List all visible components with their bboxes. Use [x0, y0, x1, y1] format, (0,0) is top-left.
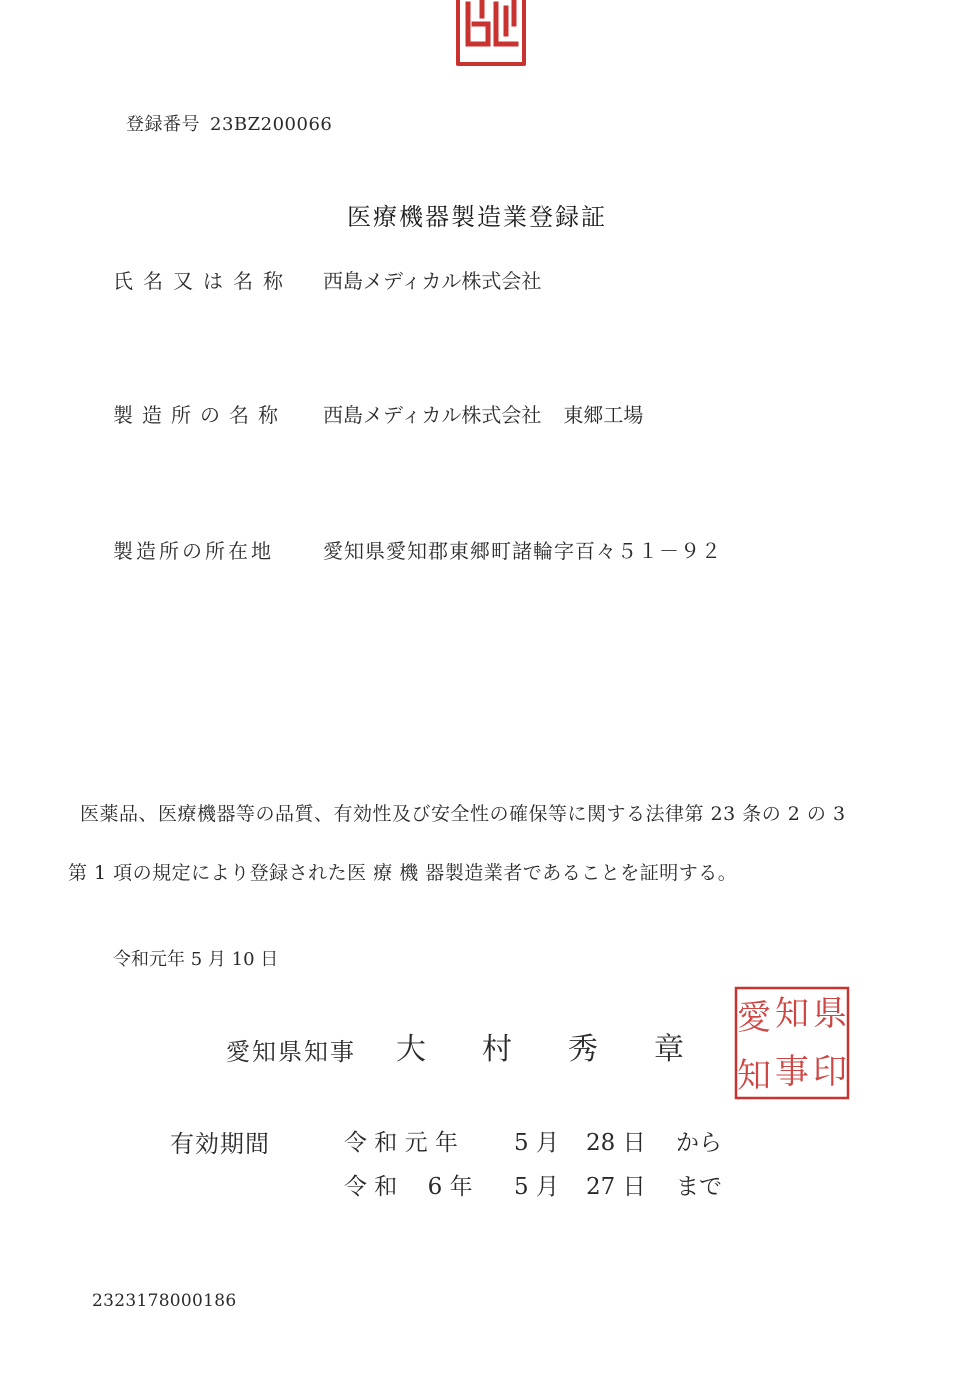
svg-text:知: 知 [737, 1056, 771, 1096]
statement-line-1: 医薬品、医療機器等の品質、有効性及び安全性の確保等に関する法律第 23 条の 2 の 3 [80, 803, 846, 825]
registration-number-value: 23BZ200066 [210, 114, 333, 135]
name-value: 西島メディカル株式会社 [323, 269, 542, 293]
registration-number [126, 110, 332, 136]
site-plant: 東郷工場 [563, 403, 644, 427]
validity-to-suffix: まで [676, 1174, 722, 1200]
validity-to-month: 5 月 [514, 1174, 559, 1200]
governor-name-char: 大 [396, 1032, 426, 1067]
validity-to-era: 令 和 6 年 [344, 1174, 473, 1200]
svg-text:愛: 愛 [737, 998, 771, 1038]
validity-from-row [344, 1124, 722, 1157]
validity-to-day: 27 日 [586, 1174, 646, 1200]
validity-from-day: 28 日 [586, 1130, 646, 1156]
svg-text:事: 事 [775, 1052, 809, 1092]
svg-text:知: 知 [775, 994, 809, 1034]
governor-title: 愛知県知事 [226, 1038, 356, 1066]
validity-label: 有効期間 [170, 1130, 270, 1158]
serial-number: 2323178000186 [92, 1291, 237, 1311]
site-name-value [323, 399, 643, 428]
governor-name-char: 秀 [568, 1032, 598, 1067]
validity-from-era: 令 和 元 年 [344, 1130, 458, 1156]
name-label: 氏名又は名称 [113, 269, 293, 293]
validity-from-suffix: から [676, 1130, 722, 1156]
address-value: 愛知県愛知郡東郷町諸輪字百々５１－９２ [323, 539, 722, 563]
registration-number-label: 登録番号 [126, 114, 200, 135]
governor-name-char: 章 [654, 1032, 684, 1067]
validity-to-row [344, 1168, 722, 1201]
svg-text:印: 印 [813, 1052, 847, 1092]
top-seal-stamp [456, 0, 526, 66]
site-company: 西島メディカル株式会社 [323, 403, 542, 427]
governor-signature [396, 1024, 684, 1068]
address-label: 製造所の所在地 [113, 539, 274, 563]
document-title: 医療機器製造業登録証 [347, 203, 607, 231]
statement-line-2: 第 1 項の規定により登録された医 療 機 器製造業者であることを証明する。 [68, 862, 738, 884]
svg-text:県: 県 [813, 994, 847, 1034]
site-name-label: 製造所の名称 [113, 403, 287, 427]
governor-official-seal [733, 985, 851, 1101]
validity-from-month: 5 月 [514, 1130, 559, 1156]
issue-date: 令和元年 5 月 10 日 [113, 949, 279, 970]
governor-name-char: 村 [482, 1032, 512, 1067]
